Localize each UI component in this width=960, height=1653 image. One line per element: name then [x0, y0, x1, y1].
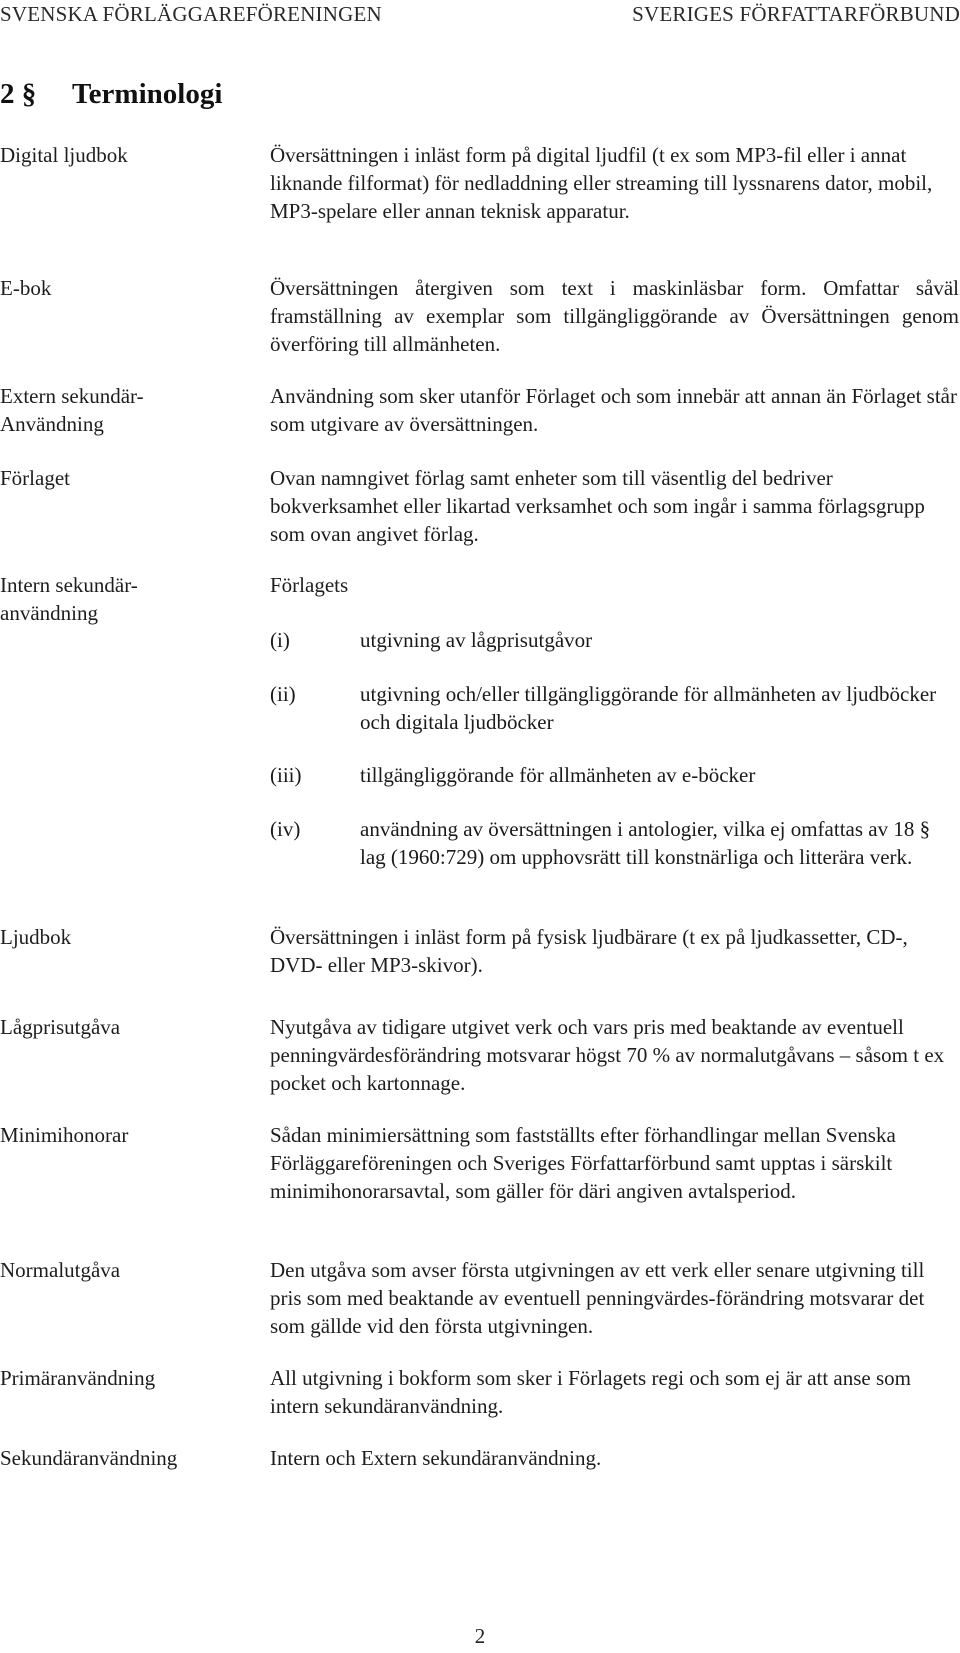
term-definition: Användning som sker utanför Förlaget och som innebär att annan än Förlaget står som utgivare av översättningen. [270, 384, 957, 436]
term-label: Ljudbok [0, 925, 72, 949]
term-label: Sekundäranvändning [0, 1446, 178, 1470]
term-label: Digital ljudbok [0, 143, 128, 167]
page-number: 2 [474, 1624, 486, 1648]
term-definition: All utgivning i bokform som sker i Förlagets regi och som ej är att anse som intern sekundäranvändning. [270, 1366, 911, 1418]
term-label: Extern sekundär-Användning [0, 384, 144, 436]
list-item-marker: (iii) [270, 763, 302, 787]
term-label: Intern sekundär-användning [0, 573, 138, 625]
term-label: Normalutgåva [0, 1258, 121, 1282]
term-definition: Sådan minimiersättning som fastställts efter förhandlingar mellan Svenska Förläggareföreningen och Sveriges Författarförbund samt upptas i särskilt minimihonorarsavtal, som gäller för däri angiven avtalsperiod. [270, 1123, 896, 1203]
term-label: Primäranvändning [0, 1366, 156, 1390]
section-number: 2 § [0, 78, 37, 110]
term-label: Lågprisutgåva [0, 1015, 121, 1039]
list-item-text: utgivning av lågprisutgåvor [360, 628, 593, 652]
term-definition: Översättningen återgiven som text i maskinläsbar form. Omfattar såväl framställning av exemplar som tillgängliggörande av Översättningen genom överföring till allmänheten. [270, 276, 959, 356]
term-definition: Översättningen i inläst form på digital ljudfil (t ex som MP3-fil eller i annat liknande filformat) för nedladdning eller streaming till lyssnarens dator, mobil, MP3-spelare eller annan teknisk apparatur. [270, 143, 933, 223]
list-item-marker: (iv) [270, 817, 301, 841]
term-definition: Översättningen i inläst form på fysisk ljudbärare (t ex på ljudkassetter, CD-, DVD- eller MP3-skivor). [270, 925, 908, 977]
term-definition: Nyutgåva av tidigare utgivet verk och vars pris med beaktande av eventuell penningvärdesförändring motsvarar högst 70 % av normalutgåvans – såsom t ex pocket och kartonnage. [270, 1015, 945, 1095]
section-heading [0, 78, 222, 111]
list-item-marker: (ii) [270, 682, 296, 706]
term-label: E-bok [0, 276, 52, 300]
list-item-text: utgivning och/eller tillgängliggörande för allmänheten av ljudböcker och digitala ljudböcker [360, 682, 937, 734]
term-label: Minimihonorar [0, 1123, 129, 1147]
section-title: Terminologi [72, 78, 223, 110]
term-definition: Ovan namngivet förlag samt enheter som till väsentlig del bedriver bokverksamhet eller likartad verksamhet och som ingår i samma förlagsgrupp som ovan angivet förlag. [270, 466, 925, 546]
term-definition: Intern och Extern sekundäranvändning. [270, 1446, 602, 1470]
list-item-marker: (i) [270, 628, 290, 652]
term-definition: Den utgåva som avser första utgivningen av ett verk eller senare utgivning till pris som med beaktande av eventuell penningvärdes-förändring motsvarar det som gällde vid den första utgivningen. [270, 1258, 925, 1338]
list-item-text: användning av översättningen i antologier, vilka ej omfattas av 18 § lag (1960:729) om upphovsrätt till konstnärliga och litterära verk. [360, 817, 931, 869]
term-definition: Förlagets [270, 573, 349, 597]
header-left-organization: SVENSKA FÖRLÄGGAREFÖRENINGEN [0, 2, 382, 26]
term-label: Förlaget [0, 466, 70, 490]
header-right-organization: SVERIGES FÖRFATTARFÖRBUND [632, 2, 960, 26]
page-header [0, 2, 960, 32]
list-item-text: tillgängliggörande för allmänheten av e-böcker [360, 763, 756, 787]
